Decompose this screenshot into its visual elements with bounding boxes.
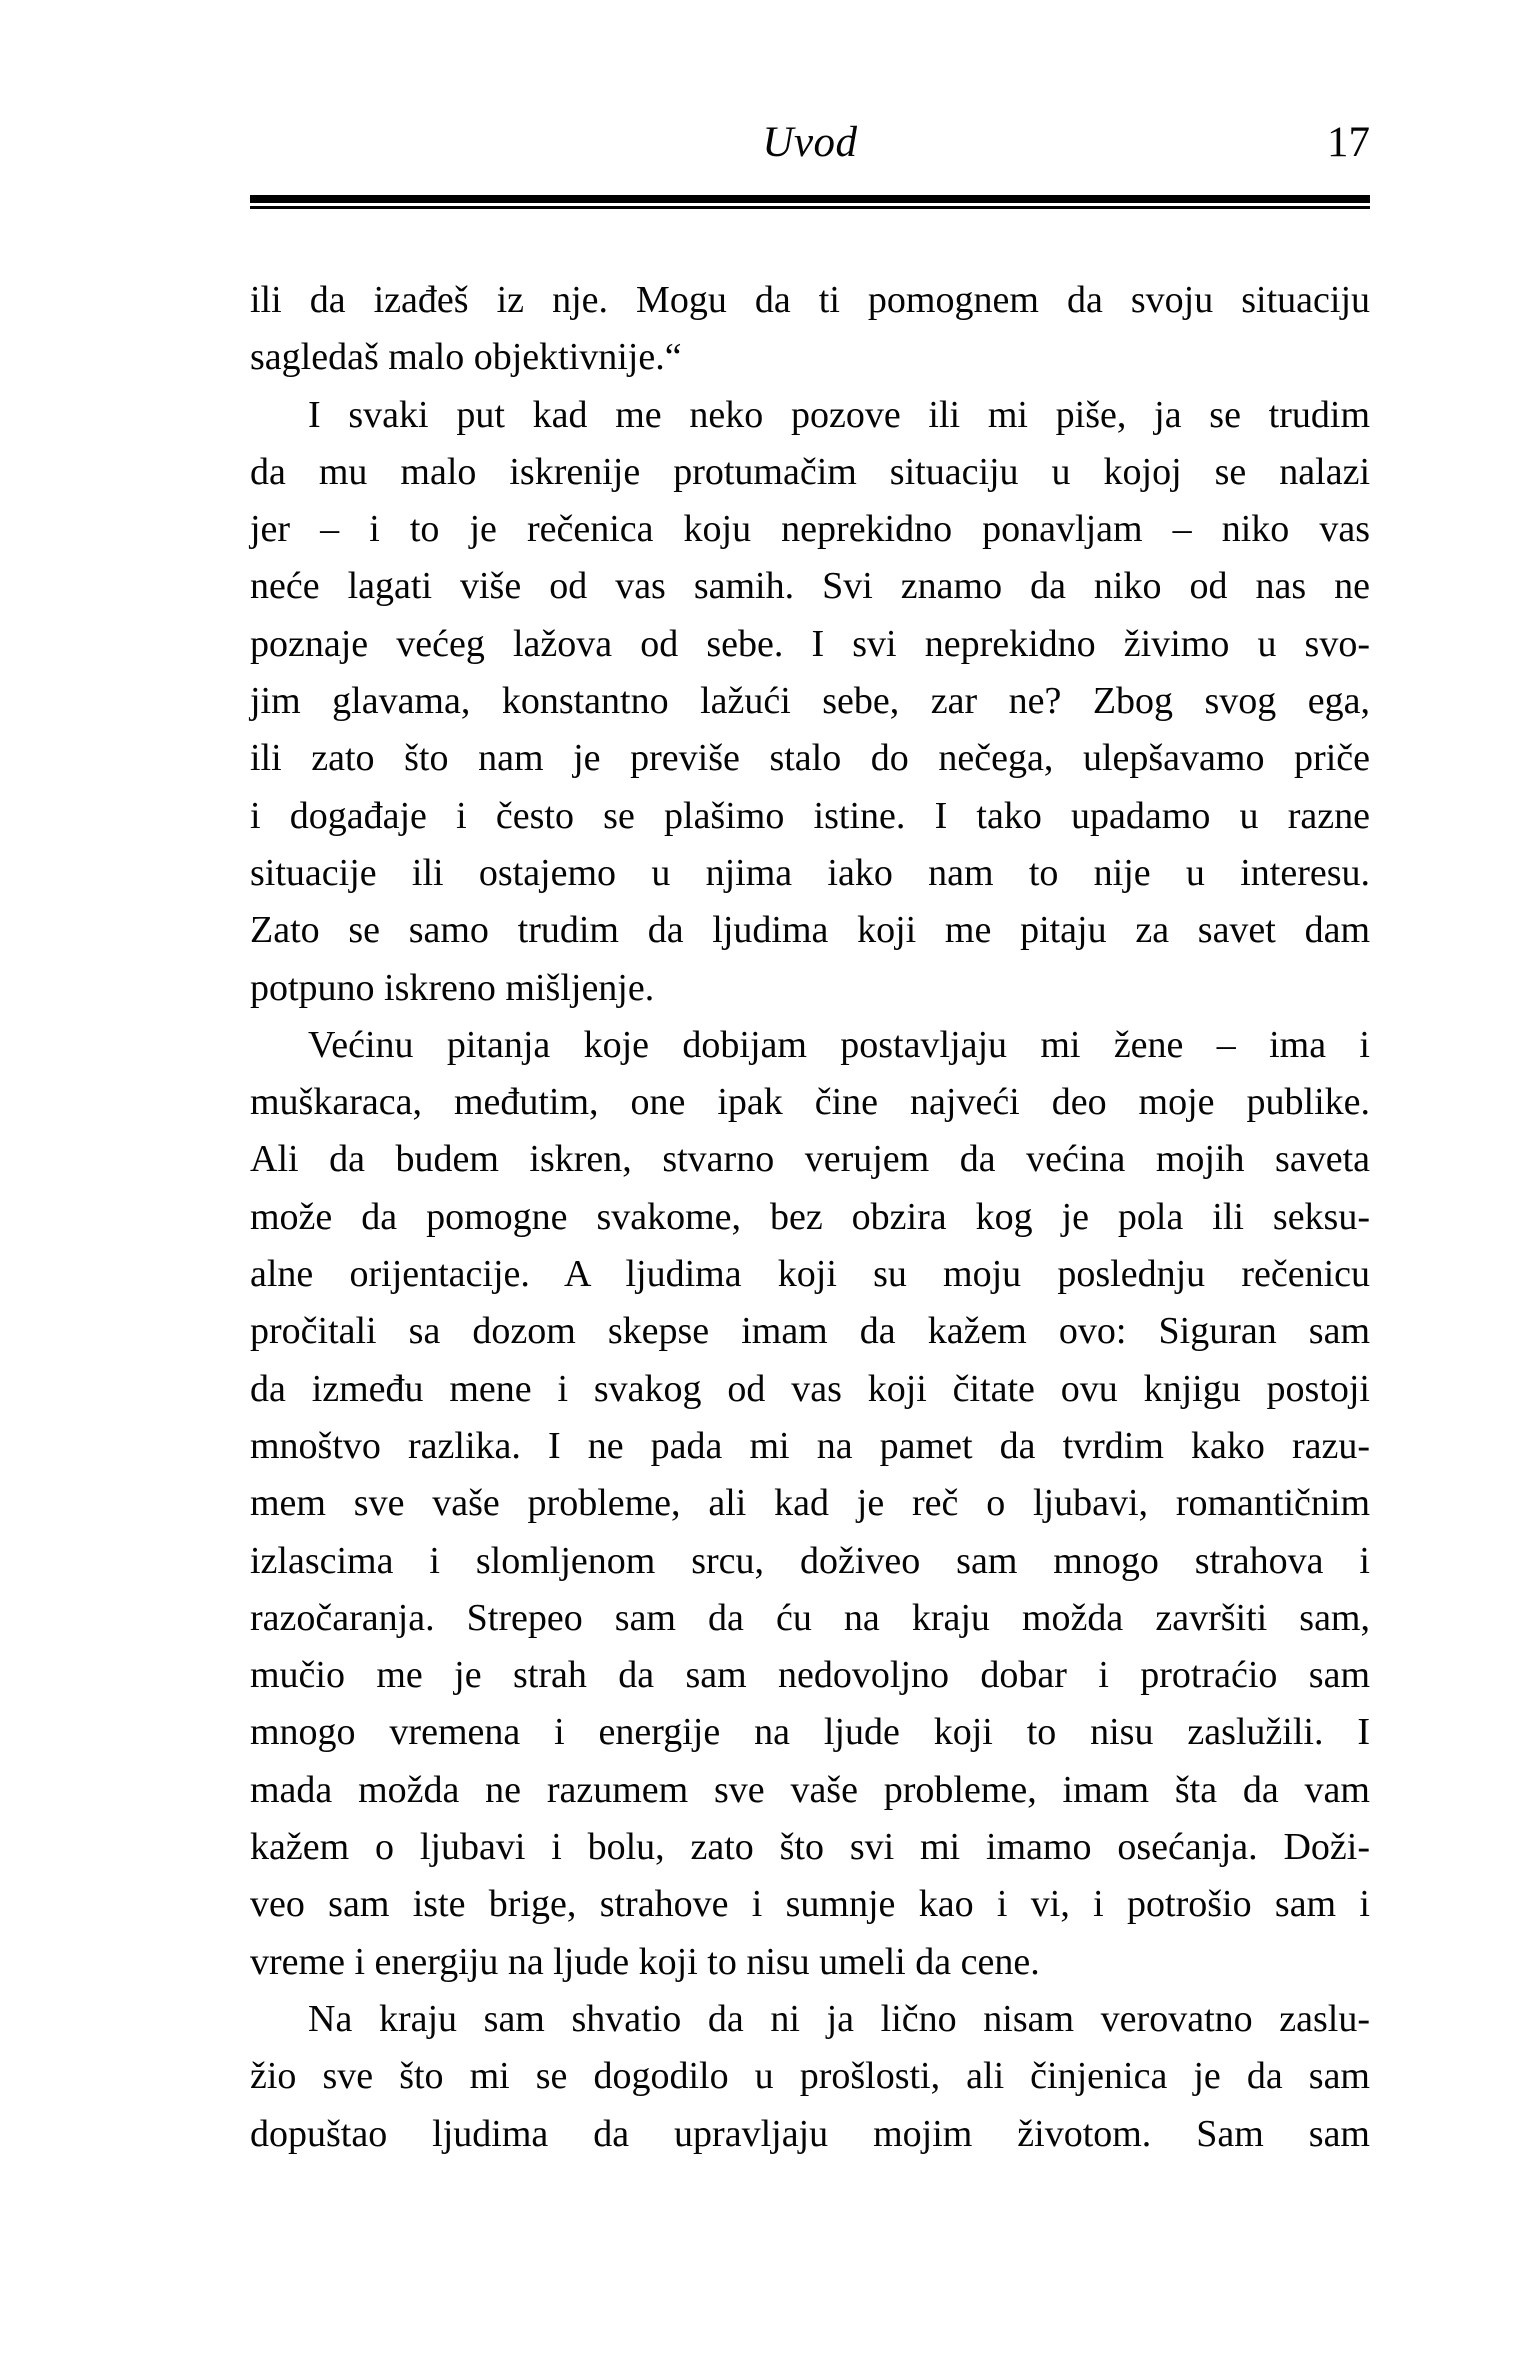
page-header: [250, 116, 1370, 170]
text-line: situacije ili ostajemo u njima iako nam to nije u interesu.: [250, 851, 1370, 894]
text-line: neće lagati više od vas samih. Svi znamo da niko od nas ne: [250, 565, 1370, 608]
text-line: kažem o ljubavi i bolu, zato što svi mi imamo osećanja. Doži-: [250, 1826, 1370, 1869]
text-line: potpuno iskreno mišljenje.: [250, 966, 655, 1009]
text-line: da mu malo iskrenije protumačim situaciju u kojoj se nalazi: [250, 450, 1370, 493]
text-line: alne orijentacije. A ljudima koji su moju poslednju rečenicu: [250, 1253, 1370, 1296]
text-line: ili da izađeš iz nje. Mogu da ti pomognem da svoju situaciju: [250, 279, 1370, 321]
text-line: Ali da budem iskren, stvarno verujem da većina mojih saveta: [250, 1138, 1370, 1181]
text-line: ili zato što nam je previše stalo do nečega, ulepšavamo priče: [250, 737, 1370, 780]
text-line: vreme i energiju na ljude koji to nisu umeli da cene.: [250, 1940, 1040, 1983]
text-line: može da pomogne svakome, bez obzira kog je pola ili seksu-: [250, 1195, 1370, 1238]
text-line: jer – i to je rečenica koju neprekidno ponavljam – niko vas: [250, 508, 1370, 551]
text-line: mnoštvo razlika. I ne pada mi na pamet da tvrdim kako razu-: [250, 1424, 1370, 1467]
text-line: veo sam iste brige, strahove i sumnje kao i vi, i potrošio sam i: [250, 1883, 1370, 1926]
text-line: dopuštao ljudima da upravljaju mojim životom. Sam sam: [250, 2112, 1370, 2155]
text-line: poznaje većeg lažova od sebe. I svi neprekidno živimo u svo-: [250, 622, 1370, 665]
text-line: pročitali sa dozom skepse imam da kažem ovo: Siguran sam: [250, 1310, 1370, 1353]
text-line: jim glavama, konstantno lažući sebe, zar ne? Zbog svog ega,: [250, 680, 1370, 723]
text-line: mada možda ne razumem sve vaše probleme, imam šta da vam: [250, 1768, 1370, 1811]
text-line: Zato se samo trudim da ljudima koji me pitaju za savet dam: [250, 909, 1370, 952]
header-rule: [250, 195, 1370, 209]
text-line: Većinu pitanja koje dobijam postavljaju mi žene – ima i: [308, 1023, 1370, 1066]
text-line: i događaje i često se plašimo istine. I tako upadamo u razne: [250, 794, 1370, 837]
text-line: I svaki put kad me neko pozove ili mi piše, ja se trudim: [308, 393, 1370, 436]
text-line: sagledaš malo objektivnije.“: [250, 336, 682, 379]
text-line: izlascima i slomljenom srcu, doživeo sam mnogo strahova i: [250, 1539, 1370, 1582]
body-text: [250, 272, 1370, 2163]
text-line: Na kraju sam shvatio da ni ja lično nisam verovatno zaslu-: [308, 1997, 1370, 2040]
text-line: razočaranja. Strepeo sam da ću na kraju možda završiti sam,: [250, 1596, 1370, 1639]
text-line: mučio me je strah da sam nedovoljno dobar i protraćio sam: [250, 1654, 1370, 1697]
text-line: mnogo vremena i energije na ljude koji to nisu zaslužili. I: [250, 1711, 1370, 1754]
text-line: žio sve što mi se dogodilo u prošlosti, ali činjenica je da sam: [250, 2055, 1370, 2098]
text-line: muškaraca, međutim, one ipak čine najveći deo moje publike.: [250, 1081, 1370, 1124]
running-title: Uvod: [762, 119, 858, 166]
text-line: da između mene i svakog od vas koji čitate ovu knjigu postoji: [250, 1367, 1370, 1410]
page-number: 17: [1327, 119, 1370, 166]
text-line: mem sve vaše probleme, ali kad je reč o ljubavi, romantičnim: [250, 1482, 1370, 1525]
